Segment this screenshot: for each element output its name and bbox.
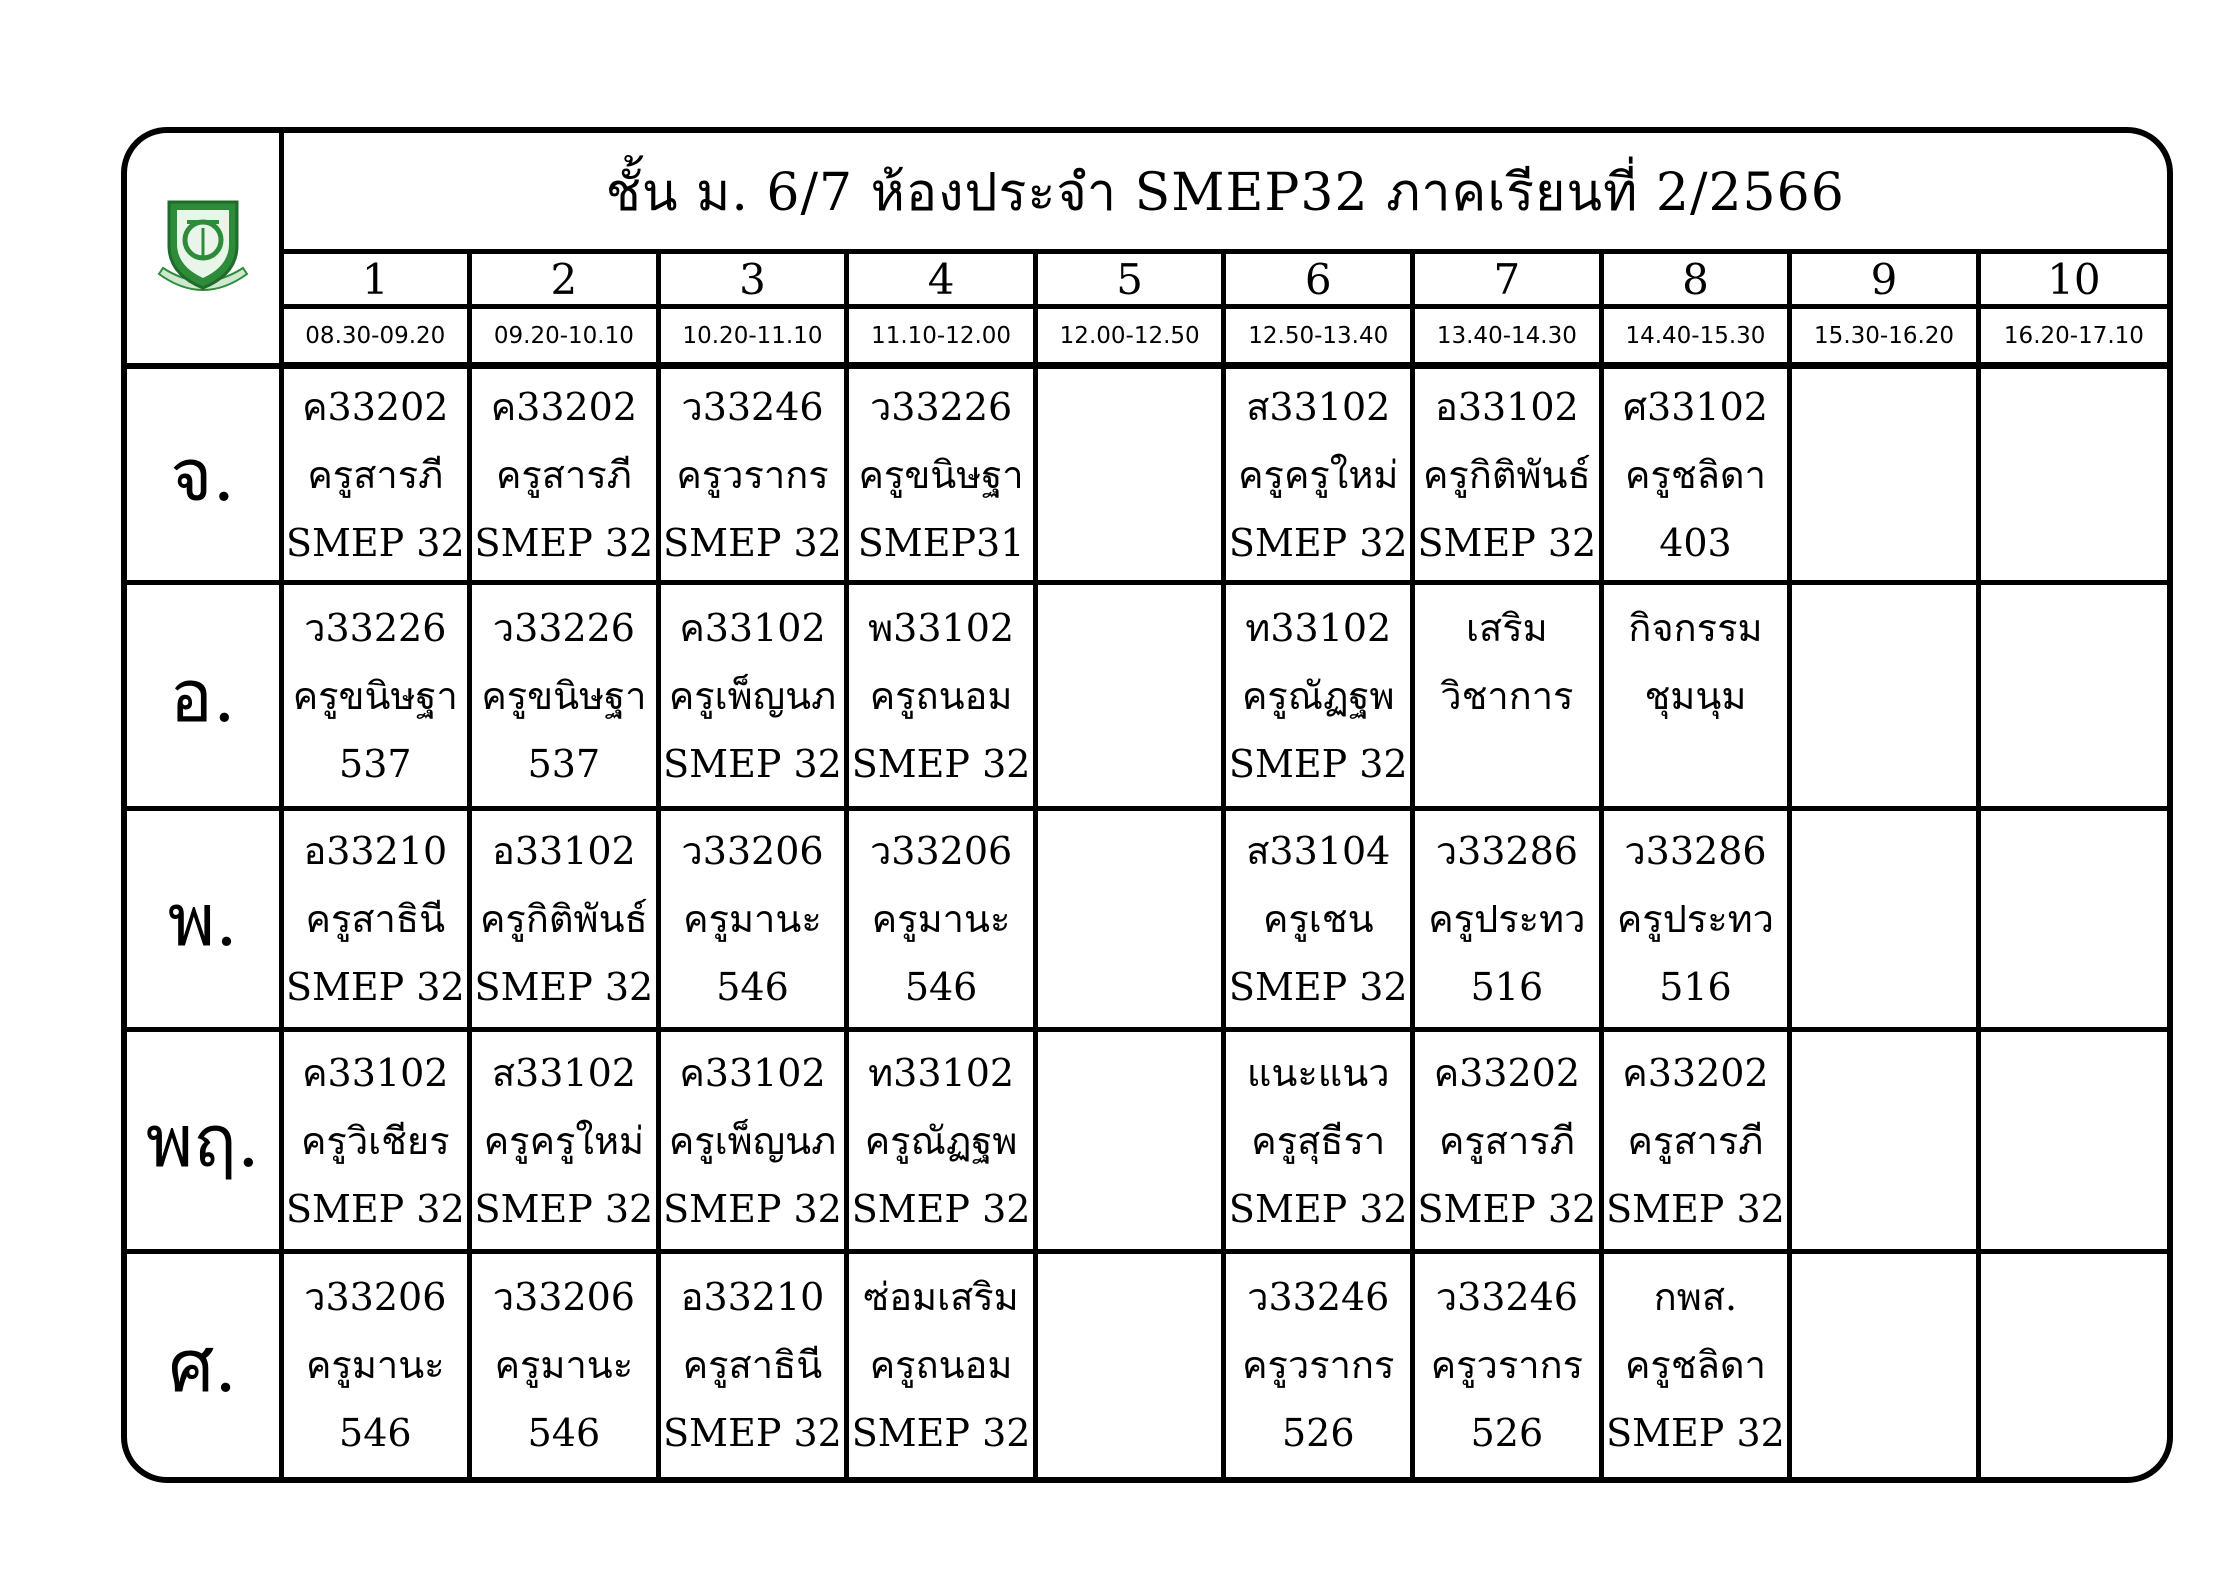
slot-teacher	[1038, 885, 1222, 953]
timetable-slot	[1978, 1030, 2167, 1251]
title-row	[127, 133, 2167, 252]
slot-room	[1981, 1399, 2167, 1467]
slot-subject-code: ค33202	[302, 384, 449, 429]
slot-subject-code	[1981, 594, 2167, 662]
slot-room: SMEP 32	[663, 741, 842, 786]
slot-room	[1792, 953, 1976, 1021]
slot-teacher	[1038, 1107, 1222, 1175]
slot-room: SMEP 32	[1606, 1411, 1785, 1456]
slot-teacher	[1981, 441, 2167, 509]
slot-teacher: ครูเพ็ญนภ	[668, 673, 837, 718]
slot-subject-code	[1792, 373, 1976, 441]
slot-teacher	[1981, 1107, 2167, 1175]
slot-teacher	[1792, 1107, 1976, 1175]
slot-room: SMEP 32	[851, 1411, 1031, 1456]
period-number: 8	[1601, 252, 1790, 307]
slot-subject-code	[1981, 373, 2167, 441]
slot-teacher: ครูมานะ	[683, 897, 822, 942]
timetable-slot	[470, 809, 659, 1030]
timetable-slot	[1790, 1030, 1979, 1251]
slot-subject-code	[1038, 1039, 1222, 1107]
day-row	[127, 1030, 2167, 1251]
timetable-slot	[1413, 809, 1602, 1030]
slot-room: 537	[339, 741, 412, 786]
slot-room: SMEP 32	[663, 1411, 842, 1456]
page-title: ชั้น ม. 6/7 ห้องประจำ SMEP32 ภาคเรียนที่ 2/2566	[281, 133, 2167, 252]
slot-room	[1038, 509, 1222, 577]
slot-room: SMEP 32	[285, 1186, 465, 1231]
slot-subject-code: ค33202	[1622, 1050, 1769, 1095]
slot-subject-code	[1792, 1263, 1976, 1331]
timetable	[127, 133, 2167, 1477]
timetable-sheet	[121, 127, 2173, 1483]
slot-subject-code: ค33202	[1433, 1050, 1581, 1095]
slot-teacher: ครูมานะ	[871, 897, 1011, 942]
slot-teacher: ครูสารภี	[495, 452, 632, 497]
slot-subject-code: ท33102	[868, 1050, 1015, 1095]
slot-room	[1981, 730, 2167, 798]
day-row	[127, 366, 2167, 583]
slot-room: 546	[527, 1411, 601, 1456]
slot-teacher	[1792, 662, 1976, 730]
slot-subject-code	[1792, 594, 1976, 662]
slot-teacher: ชุมนุม	[1644, 673, 1747, 718]
timetable-slot	[847, 583, 1036, 809]
period-time: 10.20-11.10	[658, 307, 847, 366]
slot-room: 546	[716, 965, 789, 1010]
slot-subject-code	[1038, 373, 1222, 441]
period-number: 10	[1978, 252, 2167, 307]
slot-teacher: ครูถนอม	[869, 673, 1013, 718]
logo-cell	[127, 133, 281, 366]
timetable-slot	[847, 366, 1036, 583]
slot-room	[1792, 730, 1976, 798]
timetable-slot	[281, 809, 470, 1030]
timetable-slot	[1790, 1251, 1979, 1477]
timetable-slot	[1601, 1030, 1790, 1251]
timetable-slot	[658, 1251, 847, 1477]
slot-teacher: ครูสาธินี	[682, 1343, 823, 1388]
slot-room: SMEP 32	[285, 965, 465, 1010]
slot-teacher: ครูสารภี	[1627, 1118, 1764, 1163]
timetable-slot	[1224, 1251, 1413, 1477]
slot-subject-code: อ33210	[680, 1275, 825, 1320]
slot-subject-code	[1792, 1039, 1976, 1107]
period-time: 13.40-14.30	[1413, 307, 1602, 366]
timetable-slot	[1413, 1251, 1602, 1477]
timetable-slot	[1035, 583, 1224, 809]
period-number: 1	[281, 252, 470, 307]
timetable-slot	[1035, 809, 1224, 1030]
period-time: 11.10-12.00	[847, 307, 1036, 366]
slot-room: SMEP 32	[851, 741, 1031, 786]
slot-subject-code: ว33246	[1435, 1275, 1578, 1320]
timetable-slot	[1601, 1251, 1790, 1477]
timetable-slot	[1978, 583, 2167, 809]
timetable-slot	[470, 583, 659, 809]
slot-room	[1038, 730, 1222, 798]
slot-subject-code: ท33102	[1245, 605, 1392, 650]
timetable-slot	[1413, 366, 1602, 583]
slot-room	[1981, 509, 2167, 577]
period-time: 09.20-10.10	[470, 307, 659, 366]
slot-subject-code: อ33210	[303, 829, 448, 874]
timetable-slot	[1601, 366, 1790, 583]
slot-room	[1038, 953, 1222, 1021]
timetable-slot	[470, 1030, 659, 1251]
slot-teacher: ครูเชน	[1262, 897, 1374, 942]
slot-teacher: ครูสาธินี	[305, 897, 446, 942]
slot-room	[1981, 953, 2167, 1021]
slot-room: 526	[1470, 1411, 1544, 1456]
slot-room	[1038, 1175, 1222, 1243]
slot-teacher: ครูวรากร	[676, 452, 829, 497]
slot-subject-code: ค33102	[679, 1050, 826, 1095]
timetable-slot	[1978, 1251, 2167, 1477]
slot-teacher: ครูครูใหม่	[1238, 452, 1399, 497]
timetable-slot	[1790, 366, 1979, 583]
period-time: 12.00-12.50	[1035, 307, 1224, 366]
timetable-slot	[1790, 809, 1979, 1030]
slot-room: 537	[527, 741, 601, 786]
slot-room: SMEP 32	[1228, 741, 1408, 786]
timetable-slot	[1978, 366, 2167, 583]
period-time: 12.50-13.40	[1224, 307, 1413, 366]
slot-room	[1415, 730, 1599, 798]
slot-teacher	[1792, 441, 1976, 509]
slot-subject-code: ส33102	[491, 1050, 636, 1095]
slot-subject-code	[1981, 817, 2167, 885]
slot-subject-code: พ33102	[868, 605, 1015, 650]
slot-teacher: ครูเพ็ญนภ	[668, 1118, 837, 1163]
slot-subject-code: ว33206	[304, 1275, 447, 1320]
period-time-row	[127, 307, 2167, 366]
timetable-slot	[1035, 1030, 1224, 1251]
slot-room: SMEP31	[857, 520, 1025, 565]
slot-subject-code	[1038, 1263, 1222, 1331]
slot-subject-code	[1981, 1039, 2167, 1107]
slot-room	[1792, 1399, 1976, 1467]
slot-room	[1038, 1399, 1222, 1467]
period-number: 3	[658, 252, 847, 307]
day-label: จ.	[127, 366, 281, 583]
slot-subject-code: กพส.	[1653, 1275, 1738, 1320]
slot-teacher: ครูวรากร	[1242, 1343, 1395, 1388]
slot-teacher: ครูวรากร	[1430, 1343, 1584, 1388]
slot-teacher: ครูถนอม	[869, 1343, 1013, 1388]
slot-subject-code: ว33246	[681, 384, 824, 429]
slot-subject-code: ว33286	[1624, 829, 1767, 874]
slot-teacher: ครูขนิษฐา	[858, 452, 1024, 497]
period-number-row	[127, 252, 2167, 307]
slot-teacher: ครูมานะ	[305, 1343, 445, 1388]
slot-subject-code: ว33206	[869, 829, 1013, 874]
timetable-slot	[1224, 583, 1413, 809]
slot-subject-code: อ33102	[492, 829, 636, 874]
slot-teacher	[1038, 441, 1222, 509]
period-time: 08.30-09.20	[281, 307, 470, 366]
slot-subject-code: ว33206	[681, 829, 824, 874]
slot-teacher: ครูณัฏฐพ	[864, 1118, 1018, 1163]
slot-teacher	[1981, 885, 2167, 953]
slot-teacher: ครูครูใหม่	[483, 1118, 645, 1163]
period-time: 14.40-15.30	[1601, 307, 1790, 366]
slot-subject-code: ส33104	[1246, 829, 1391, 874]
slot-subject-code: แนะแนว	[1246, 1050, 1390, 1095]
slot-room	[1792, 509, 1976, 577]
slot-room: 403	[1659, 520, 1732, 565]
timetable-slot	[1224, 366, 1413, 583]
slot-subject-code: เสริม	[1466, 605, 1548, 650]
school-crest-icon	[139, 188, 267, 308]
slot-subject-code: ว33206	[492, 1275, 635, 1320]
timetable-slot	[847, 1251, 1036, 1477]
slot-subject-code: ส33102	[1246, 384, 1391, 429]
slot-room: SMEP 32	[1228, 520, 1408, 565]
period-number: 4	[847, 252, 1036, 307]
slot-room: SMEP 32	[1228, 1186, 1408, 1231]
day-label: พฤ.	[127, 1030, 281, 1251]
day-label: อ.	[127, 583, 281, 809]
slot-teacher	[1981, 1331, 2167, 1399]
slot-subject-code	[1038, 594, 1222, 662]
period-number: 5	[1035, 252, 1224, 307]
timetable-slot	[658, 809, 847, 1030]
period-time: 15.30-16.20	[1790, 307, 1979, 366]
timetable-slot	[1035, 366, 1224, 583]
timetable-slot	[281, 366, 470, 583]
slot-room: 516	[1470, 965, 1544, 1010]
slot-teacher: ครูวิเชียร	[300, 1118, 450, 1163]
slot-subject-code: ซ่อมเสริม	[863, 1275, 1019, 1320]
timetable-slot	[1978, 809, 2167, 1030]
slot-teacher	[1792, 1331, 1976, 1399]
slot-room: 546	[904, 965, 978, 1010]
slot-room: SMEP 32	[1417, 520, 1597, 565]
timetable-slot	[281, 1251, 470, 1477]
slot-room	[1604, 730, 1788, 798]
period-number: 6	[1224, 252, 1413, 307]
timetable-slot	[281, 1030, 470, 1251]
slot-subject-code: ค33102	[302, 1050, 449, 1095]
day-row	[127, 583, 2167, 809]
slot-subject-code	[1981, 1263, 2167, 1331]
slot-subject-code: ว33246	[1247, 1275, 1390, 1320]
slot-subject-code	[1792, 817, 1976, 885]
day-label: ศ.	[127, 1251, 281, 1477]
period-number: 9	[1790, 252, 1979, 307]
slot-subject-code: ว33226	[304, 605, 447, 650]
timetable-slot	[658, 1030, 847, 1251]
timetable-slot	[1224, 809, 1413, 1030]
slot-room	[1981, 1175, 2167, 1243]
slot-room: SMEP 32	[663, 1186, 842, 1231]
timetable-slot	[1790, 583, 1979, 809]
slot-teacher: ครูกิติพันธ์	[480, 897, 648, 942]
timetable-slot	[1601, 809, 1790, 1030]
slot-room: SMEP 32	[474, 965, 654, 1010]
slot-room: SMEP 32	[663, 520, 842, 565]
timetable-slot	[1413, 1030, 1602, 1251]
timetable-slot	[658, 366, 847, 583]
slot-room: SMEP 32	[851, 1186, 1031, 1231]
slot-teacher: ครูประทว	[1428, 897, 1586, 942]
slot-teacher: ครูกิติพันธ์	[1422, 452, 1591, 497]
slot-teacher	[1038, 1331, 1222, 1399]
timetable-slot	[470, 366, 659, 583]
slot-teacher: ครูมานะ	[494, 1343, 634, 1388]
slot-subject-code: อ33102	[1435, 384, 1579, 429]
slot-subject-code: กิจกรรม	[1628, 605, 1763, 650]
slot-teacher: ครูขนิษฐา	[292, 673, 458, 718]
slot-subject-code: ว33226	[492, 605, 635, 650]
slot-teacher: ครูสุธีรา	[1251, 1118, 1386, 1163]
timetable-slot	[1035, 1251, 1224, 1477]
slot-teacher	[1981, 662, 2167, 730]
slot-subject-code: ค33202	[490, 384, 638, 429]
slot-room: SMEP 32	[285, 520, 465, 565]
slot-room: SMEP 32	[474, 520, 654, 565]
timetable-slot	[1413, 583, 1602, 809]
slot-subject-code: ค33102	[679, 605, 826, 650]
period-number: 7	[1413, 252, 1602, 307]
slot-room: 546	[339, 1411, 412, 1456]
slot-room: SMEP 32	[1606, 1186, 1785, 1231]
slot-room: 516	[1659, 965, 1732, 1010]
slot-room	[1792, 1175, 1976, 1243]
slot-room: SMEP 32	[474, 1186, 654, 1231]
slot-subject-code: ว33226	[869, 384, 1013, 429]
slot-teacher: ครูขนิษฐา	[481, 673, 647, 718]
slot-teacher: ครูชลิดา	[1624, 452, 1766, 497]
timetable-slot	[1601, 583, 1790, 809]
timetable-slot	[658, 583, 847, 809]
day-row	[127, 809, 2167, 1030]
slot-teacher: ครูณัฏฐพ	[1241, 673, 1395, 718]
timetable-slot	[847, 809, 1036, 1030]
slot-subject-code: ว33286	[1435, 829, 1578, 874]
period-time: 16.20-17.10	[1978, 307, 2167, 366]
slot-teacher: ครูชลิดา	[1624, 1343, 1766, 1388]
slot-teacher	[1792, 885, 1976, 953]
period-number: 2	[470, 252, 659, 307]
timetable-slot	[470, 1251, 659, 1477]
slot-teacher: วิชาการ	[1440, 673, 1574, 718]
timetable-slot	[281, 583, 470, 809]
slot-subject-code	[1038, 817, 1222, 885]
day-label: พ.	[127, 809, 281, 1030]
slot-subject-code: ศ33102	[1622, 384, 1768, 429]
slot-teacher: ครูสารภี	[1438, 1118, 1575, 1163]
day-row	[127, 1251, 2167, 1477]
timetable-slot	[1224, 1030, 1413, 1251]
timetable-slot	[847, 1030, 1036, 1251]
slot-teacher: ครูสารภี	[307, 452, 444, 497]
slot-room: SMEP 32	[1417, 1186, 1597, 1231]
slot-teacher	[1038, 662, 1222, 730]
slot-room: 526	[1282, 1411, 1355, 1456]
slot-room: SMEP 32	[1228, 965, 1408, 1010]
slot-teacher: ครูประทว	[1616, 897, 1775, 942]
